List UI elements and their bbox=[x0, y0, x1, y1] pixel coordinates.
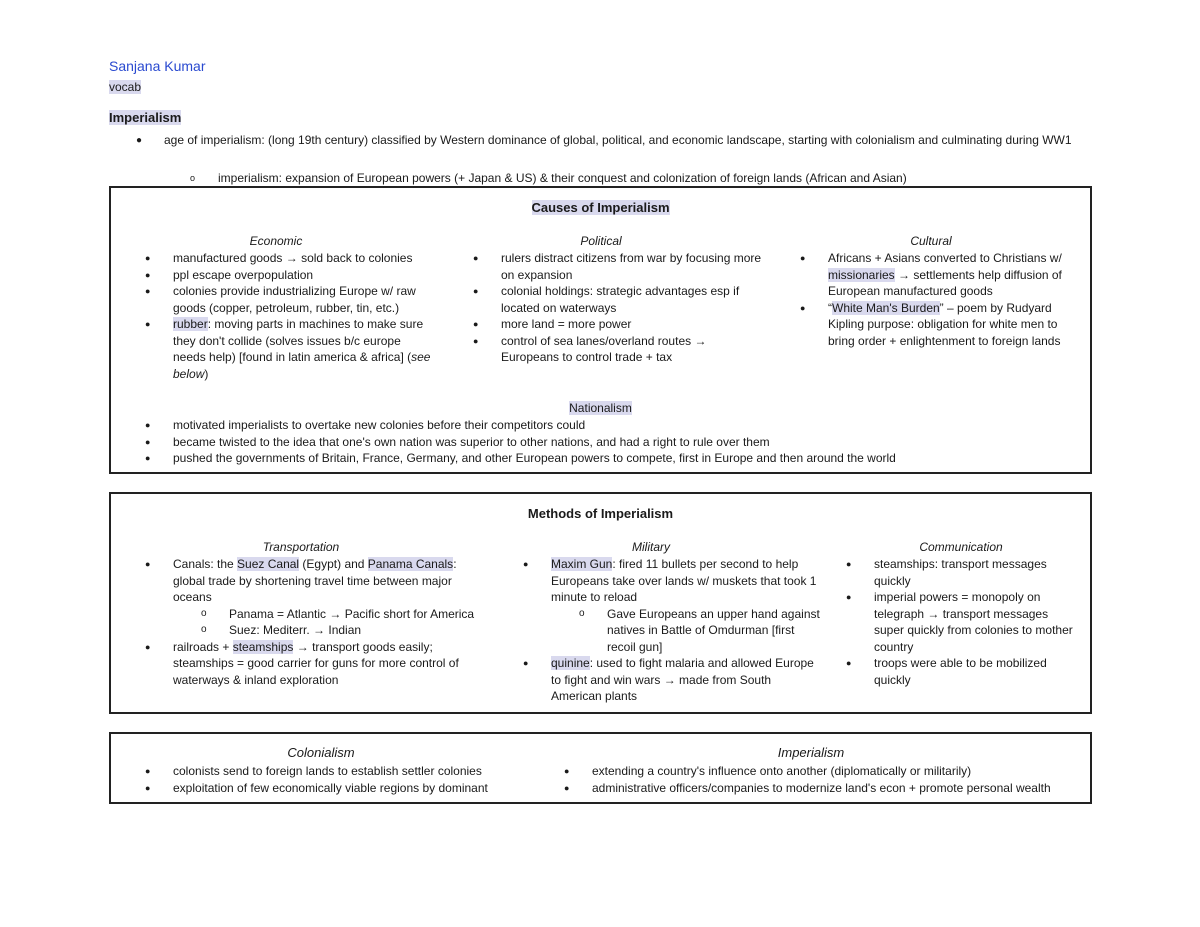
canals-text-c: : global trade by shortening travel time between major oceans bbox=[173, 557, 457, 604]
cultural-item1-b: → settlements help diffusion of European manufactured goods bbox=[828, 267, 1062, 298]
list-item bbox=[523, 655, 823, 705]
panama-canals-term: Panama Canals bbox=[367, 557, 454, 571]
causes-title bbox=[111, 200, 1090, 215]
quinine-term: quinine bbox=[551, 656, 590, 670]
list-item: ● troops were able to be mobilized quickly bbox=[846, 655, 1076, 688]
list-item: ● imperial powers = monopoly on telegraph → transport messages super quickly from colonies to mother country bbox=[846, 589, 1076, 655]
list-item: ● steamships: transport messages quickly bbox=[846, 556, 1076, 589]
cultural-item2-a: “ bbox=[828, 300, 832, 315]
cultural-heading: Cultural bbox=[910, 234, 952, 248]
list-item: ● administrative officers/companies to modernize land's econ + promote personal wealth bbox=[564, 780, 1089, 797]
missionaries-term: missionaries bbox=[828, 267, 895, 282]
circle-bullet-icon: o bbox=[190, 173, 196, 183]
list-item: ● exploitation of few economically viable regions by dominant bbox=[145, 780, 555, 797]
list-item: ● colonies provide industrializing Europe w/ raw goods (copper, petroleum, rubber, tin, etc.) bbox=[145, 283, 435, 316]
rubber-text: : moving parts in machines to make sure they don't collide (solves issues b/c europe needs help) [found in latin america & africa] ( bbox=[173, 317, 424, 364]
intro-sub-bullet-text: imperialism: expansion of European powers (+ Japan & US) & their conquest and colonization of foreign lands (African and Asian) bbox=[218, 171, 907, 185]
see-below-text: see below bbox=[173, 350, 431, 381]
colonialism-list bbox=[145, 763, 555, 796]
list-item: ● colonial holdings: strategic advantages esp if located on waterways bbox=[473, 283, 763, 316]
section-title: Imperialism bbox=[109, 110, 182, 125]
list-item bbox=[800, 300, 1085, 350]
methods-box bbox=[109, 492, 1092, 714]
causes-box bbox=[109, 186, 1092, 474]
communication-list bbox=[846, 556, 1076, 688]
list-item: ● manufactured goods → sold back to colonies bbox=[145, 250, 435, 267]
list-item: ● motivated imperialists to overtake new colonies before their competitors could bbox=[145, 417, 1075, 434]
intro-sub-bullet bbox=[190, 170, 907, 187]
rail-text-b: → transport goods easily; steamships = good carrier for guns for more control of waterways & inland exploration bbox=[173, 639, 459, 687]
economic-list bbox=[145, 250, 435, 382]
maxim-gun-term: Maxim Gun bbox=[551, 557, 613, 571]
cultural-item2-b: ” – poem by Rudyard Kipling purpose: obligation for white men to bring order + enlightenment to foreign lands bbox=[828, 300, 1061, 348]
nationalism-heading-text: Nationalism bbox=[569, 401, 632, 415]
maxim-sub-list bbox=[551, 606, 823, 656]
list-item bbox=[523, 556, 823, 655]
list-item: ● extending a country's influence onto another (diplomatically or militarily) bbox=[564, 763, 1089, 780]
intro-bullet bbox=[136, 132, 1086, 149]
political-heading: Political bbox=[580, 234, 622, 248]
list-item bbox=[145, 556, 485, 639]
colonialism-heading: Colonialism bbox=[287, 745, 355, 760]
imperialism-list bbox=[564, 763, 1089, 796]
list-item: ● ppl escape overpopulation bbox=[145, 267, 435, 284]
bullet-icon: ● bbox=[136, 135, 143, 146]
list-item: ● became twisted to the idea that one's own nation was superior to other nations, and had a right to rule over them bbox=[145, 434, 1075, 451]
white-mans-burden-term: White Man's Burden bbox=[832, 300, 940, 315]
rubber-term: rubber bbox=[173, 317, 208, 331]
rubber-end: ) bbox=[204, 366, 209, 381]
imperialism-heading: Imperialism bbox=[777, 745, 845, 760]
nationalism-heading bbox=[111, 401, 1090, 415]
canals-text-a: Canals: the bbox=[173, 557, 238, 571]
canals-text-b: (Egypt) and bbox=[299, 557, 368, 571]
steamships-term: steamships bbox=[232, 639, 294, 654]
intro-bullet-text: age of imperialism: (long 19th century) classified by Western dominance of global, political, and economic landscape, starting with colonialism and culminating during WW1 bbox=[164, 133, 1072, 147]
sub-list-item: o Gave Europeans an upper hand against natives in Battle of Omdurman [first recoil gun] bbox=[579, 606, 823, 656]
cultural-item1-a: Africans + Asians converted to Christians w/ bbox=[828, 251, 1062, 265]
list-item: ● rulers distract citizens from war by focusing more on expansion bbox=[473, 250, 763, 283]
canals-sub-list bbox=[173, 606, 485, 639]
list-item bbox=[145, 639, 485, 689]
sub-list-item: o Panama = Atlantic → Pacific short for America bbox=[201, 606, 485, 623]
list-item: ● more land = more power bbox=[473, 316, 763, 333]
rail-text-a: railroads + bbox=[173, 639, 233, 654]
economic-heading: Economic bbox=[249, 234, 303, 248]
political-list bbox=[473, 250, 763, 366]
list-item bbox=[800, 250, 1085, 300]
list-item: ● control of sea lanes/overland routes → Europeans to control trade + tax bbox=[473, 333, 763, 366]
sub-list-item: o Suez: Mediterr. → Indian bbox=[201, 622, 485, 639]
compare-box bbox=[109, 732, 1092, 804]
communication-heading: Communication bbox=[919, 540, 1003, 554]
subtitle: vocab bbox=[109, 80, 142, 94]
methods-title: Methods of Imperialism bbox=[527, 506, 674, 521]
maxim-text: : fired 11 bullets per second to help Europeans take over lands w/ muskets that took 1 minute to reload bbox=[551, 557, 817, 604]
list-item: ● pushed the governments of Britain, France, Germany, and other European powers to compete, first in Europe and then around the world bbox=[145, 450, 1075, 467]
list-item bbox=[145, 316, 435, 382]
quinine-text: : used to fight malaria and allowed Europe to fight and win wars → made from South American plants bbox=[551, 656, 814, 703]
causes-title-text: Causes of Imperialism bbox=[531, 200, 670, 215]
cultural-list bbox=[800, 250, 1085, 349]
transportation-list bbox=[145, 556, 485, 688]
list-item: ● colonists send to foreign lands to establish settler colonies bbox=[145, 763, 555, 780]
suez-canal-term: Suez Canal bbox=[237, 557, 300, 571]
author-name: Sanjana Kumar bbox=[109, 58, 206, 74]
nationalism-list bbox=[145, 417, 1075, 467]
military-heading: Military bbox=[632, 540, 670, 554]
transportation-heading: Transportation bbox=[262, 540, 340, 554]
military-list bbox=[523, 556, 823, 705]
